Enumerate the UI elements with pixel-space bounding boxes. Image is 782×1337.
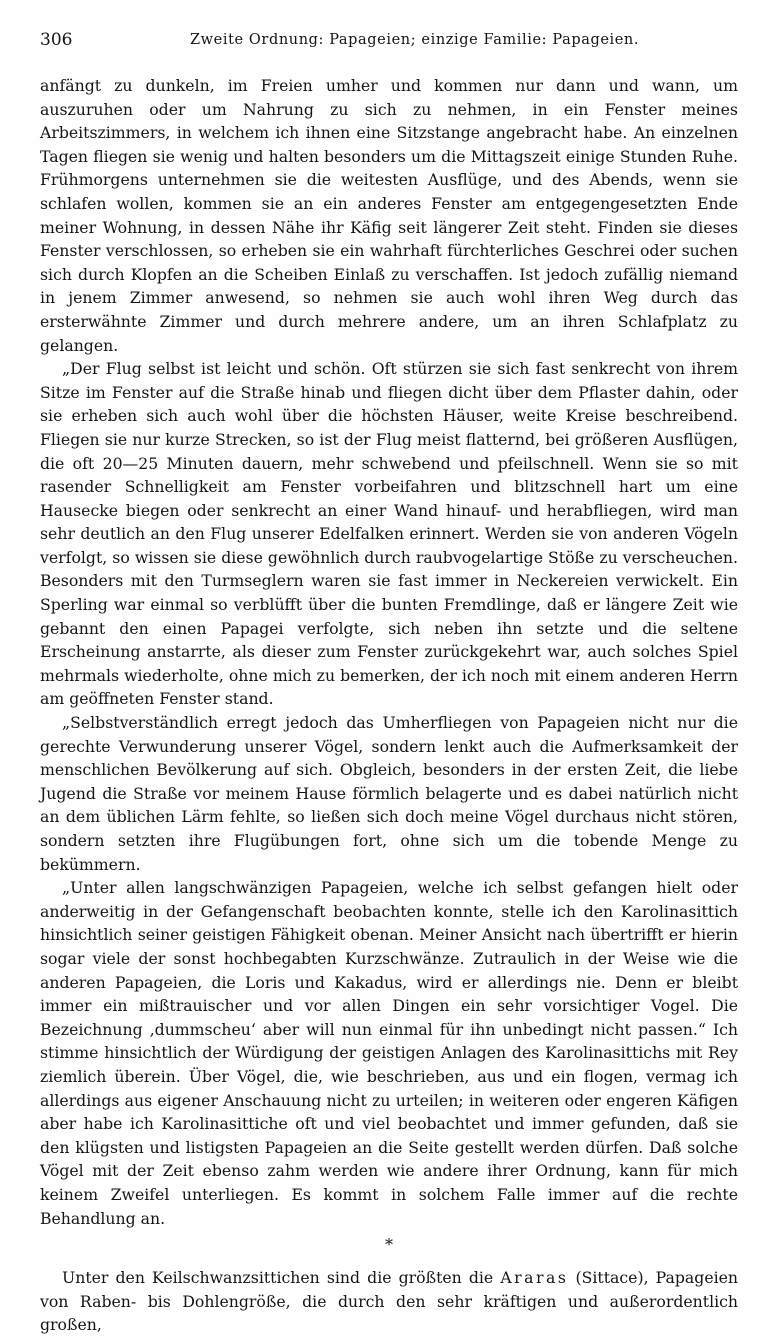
araras-intro-text: Unter den Keilschwanzsittichen sind die größten die [62, 1268, 501, 1288]
paragraph-continuation: anfängt zu dunkeln, im Freien umher und kommen nur dann und wann, um auszuruhen oder um Nahrung zu sich zu nehmen, in ein Fenster meines Arbeitszimmers, in welchem ich ihnen eine Sitzstange angebracht habe. An einzelnen Tagen fliegen sie wenig und halten besonders um die Mittagszeit einige Stunden Ruhe. Frühmorgens unternehmen sie die weitesten Ausflüge, und des Abends, wenn sie schlafen wollen, kommen sie an ein anderes Fenster am entgegengesetzten Ende meiner Wohnung, in dessen Nähe ihr Käfig seit längerer Zeit steht. Finden sie dieses Fenster verschlossen, so erheben sie ein wahrhaft fürchterliches Geschrei oder suchen sich durch Klopfen an die Scheiben Einlaß zu verschaffen. Ist jedoch zufällig niemand in jenem Zimmer anwesend, so nehmen sie auch wohl ihren Weg durch das ersterwähnte Zimmer und durch mehrere andere, um an ihren Schlafplatz zu gelangen. [40, 76, 738, 355]
araras-continuation-text: (Sittace), Papageien von Raben- bis Dohlengröße, die durch den sehr kräftigen und außerordentlich großen, [40, 1268, 739, 1335]
paragraph-araras [40, 1266, 738, 1337]
section-separator: * [385, 1235, 393, 1255]
paragraph-attention: „Selbstverständlich erregt jedoch das Umherfliegen von Papageien nicht nur die gerechte Verwunderung unserer Vögel, sondern lenkt auch die Aufmerksamkeit der menschlichen Bevölkerung auf sich. Obgleich, besonders in der ersten Zeit, die liebe Jugend die Straße vor meinem Hause förmlich belagerte und es dabei natürlich nicht an dem üblichen Lärm fehlte, so ließen sich doch meine Vögel durchaus nicht stören, sondern setzten ihre Flugübungen fort, ohne sich um die tobende Menge zu bekümmern. [40, 713, 738, 874]
paragraph-flight: „Der Flug selbst ist leicht und schön. Oft stürzen sie sich fast senkrecht von ihrem Sitze im Fenster auf die Straße hinab und fliegen dicht über dem Pflaster dahin, oder sie erheben sich auch wohl über die höchsten Häuser, weite Kreise beschreibend. Fliegen sie nur kurze Strecken, so ist der Flug meist flatternd, bei größeren Ausflügen, die oft 20—25 Minuten dauern, mehr schwebend und pfeilschnell. Wenn sie so mit rasender Schnelligkeit am Fenster vorbeifahren und blitzschnell hart um eine Hausecke biegen oder senkrecht an einer Wand hinauf- und herabfliegen, wird man sehr deutlich an den Flug unserer Edelfalken erinnert. Werden sie von anderen Vögeln verfolgt, so wissen sie diese gewöhnlich durch raubvogelartige Stöße zu verscheuchen. Besonders mit den Turmseglern waren sie fast immer in Neckereien verwickelt. Ein Sperling war einmal so verblüfft über die bunten Fremdlinge, daß er längere Zeit wie gebannt den einen Papagei verfolgte, sich neben ihn setzte und die seltene Erscheinung anstarrte, als dieser zum Fenster zurückgekehrt war, auch solches Spiel mehrmals wiederholte, ohne mich zu bemerken, der ich noch mit einem anderen Herrn am geöffneten Fenster stand. [40, 359, 738, 709]
body-text [40, 74, 738, 1337]
page-number: 306 [40, 30, 73, 50]
page-header [40, 30, 738, 58]
running-title: Zweite Ordnung: Papageien; einzige Familie: Papageien. [190, 32, 640, 48]
araras-spaced-term: Araras [500, 1268, 569, 1288]
paragraph-intelligence: „Unter allen langschwänzigen Papageien, welche ich selbst gefangen hielt oder anderweitig in der Gefangenschaft beobachten konnte, stelle ich den Karolinasittich hinsichtlich seiner geistigen Fähigkeit obenan. Meiner Ansicht nach übertrifft er hierin sogar viele der sonst hochbegabten Kurzschwänze. Zutraulich in der Weise wie die anderen Papageien, die Loris und Kakadus, wird er allerdings nie. Denn er bleibt immer ein mißtrauischer und vor allen Dingen ein sehr vorsichtiger Vogel. Die Bezeichnung ‚dummscheu‘ aber will nun einmal für ihn unbedingt nicht passen.“ Ich stimme hinsichtlich der Würdigung der geistigen Anlagen des Karolinasittichs mit Rey ziemlich überein. Über Vögel, die, wie beschrieben, aus und ein flogen, vermag ich allerdings aus eigener Anschauung nicht zu urteilen; in weiteren oder engeren Käfigen aber habe ich Karolinasittiche oft und viel beobachtet und immer gefunden, daß sie den klügsten und listigsten Papageien an die Seite gestellt werden dürfen. Daß solche Vögel mit der Zeit ebenso zahm werden wie andere ihrer Ordnung, kann für mich keinem Zweifel unterliegen. Es kommt in solchem Falle immer auf die rechte Behandlung an. [40, 878, 738, 1228]
